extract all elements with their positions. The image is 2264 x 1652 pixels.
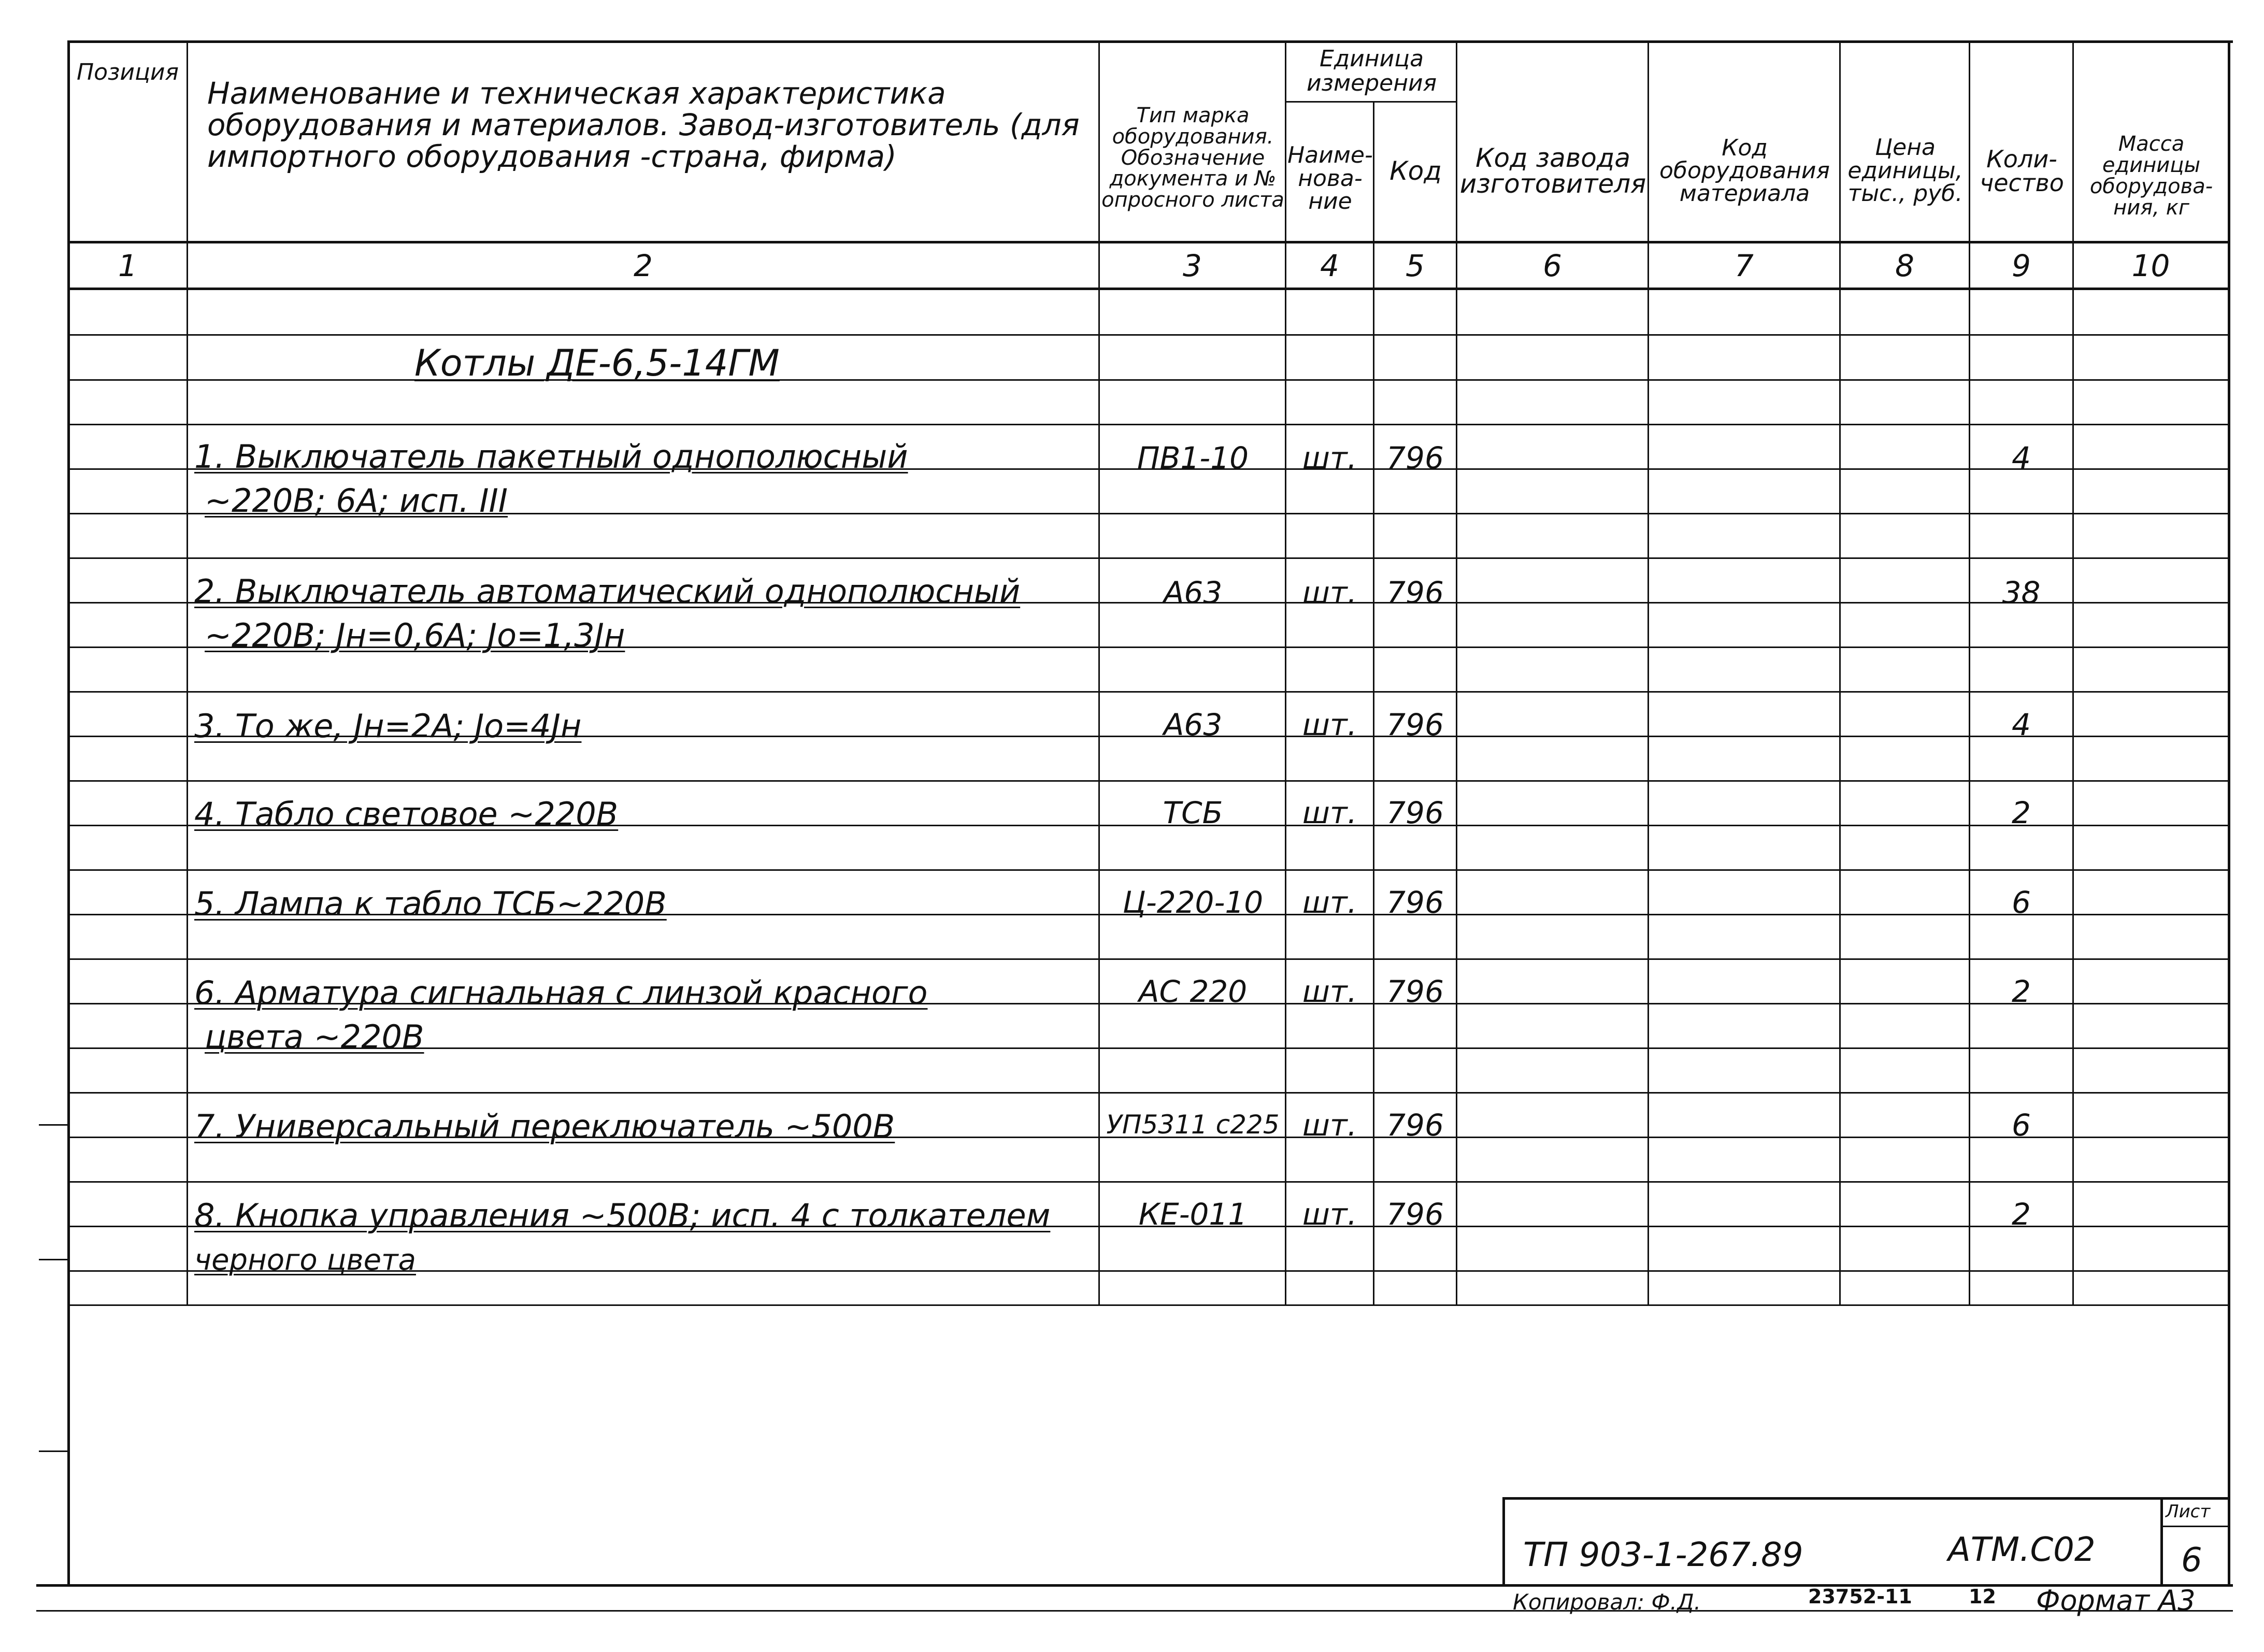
item-2-code: 796 xyxy=(1386,575,1444,610)
number-row-bottom xyxy=(67,288,2228,290)
col-sep-1 xyxy=(187,40,188,1304)
row-line xyxy=(67,869,2228,871)
stamp-sheet-number: 6 xyxy=(2181,1541,2202,1579)
stamp-sheet-label: Лист xyxy=(2166,1501,2211,1522)
col-number-4: 4 xyxy=(1320,248,1339,283)
item-2-name: 2. Выключатель автоматический однополюсный xyxy=(194,572,1021,610)
stamp-left xyxy=(1502,1497,1505,1585)
item-7-unit: шт. xyxy=(1302,1108,1357,1143)
row-line xyxy=(67,958,2228,960)
margin-tick xyxy=(39,1259,67,1260)
copied-by: Копировал: Ф.Д. xyxy=(1513,1589,1701,1615)
item-4-type: ТСБ xyxy=(1163,795,1223,830)
item-6-unit: шт. xyxy=(1302,974,1357,1009)
row-line xyxy=(67,780,2228,782)
item-7-name: 7. Универсальный переключатель ~500В xyxy=(194,1108,895,1145)
item-5-type: Ц-220-10 xyxy=(1122,885,1264,920)
row-line xyxy=(67,1092,2228,1094)
col-number-2: 2 xyxy=(634,248,653,283)
item-6-name-cont: цвета ~220В xyxy=(205,1018,424,1056)
margin-tick xyxy=(39,1450,67,1452)
row-line xyxy=(67,1181,2228,1183)
item-8-type: КЕ-011 xyxy=(1138,1197,1248,1232)
item-8-code: 796 xyxy=(1386,1197,1444,1232)
item-8-qty: 2 xyxy=(2012,1197,2031,1232)
frame-right xyxy=(2228,40,2230,1584)
row-line xyxy=(67,334,2228,336)
col-number-6: 6 xyxy=(1543,248,1562,283)
col-number-3: 3 xyxy=(1183,248,1202,283)
item-5-code: 796 xyxy=(1386,885,1444,920)
item-6-qty: 2 xyxy=(2012,974,2031,1009)
stamp-sheet-sep xyxy=(2160,1497,2163,1585)
col-sep-2 xyxy=(1098,40,1100,1304)
header-quantity: Коли-чество xyxy=(1980,145,2064,197)
item-3-unit: шт. xyxy=(1302,707,1357,742)
stamp-document-number: ТП 903-1-267.89 xyxy=(1523,1536,1803,1574)
format-label: Формат А3 xyxy=(2036,1584,2196,1617)
order-number: 23752-11 xyxy=(1808,1585,1912,1608)
stamp-top xyxy=(1502,1497,2228,1500)
item-3-code: 796 xyxy=(1386,707,1444,742)
item-1-type: ПВ1-10 xyxy=(1137,440,1249,476)
item-5-name: 5. Лампа к табло ТСБ~220В xyxy=(194,885,667,923)
copy-number: 12 xyxy=(1969,1585,1996,1608)
row-line xyxy=(67,1304,2228,1306)
item-1-unit: шт. xyxy=(1302,440,1357,476)
item-1-name: 1. Выключатель пакетный однополюсный xyxy=(194,438,908,476)
item-8-name-cont: черного цвета xyxy=(194,1243,416,1277)
frame-bottom-outer xyxy=(36,1610,2233,1612)
header-type: Тип марка оборудования. Обозначение документа и № опросного листа xyxy=(1101,104,1284,212)
header-price: Цена единицы, тыс., руб. xyxy=(1847,134,1963,207)
unit-group-line xyxy=(1285,101,1456,103)
item-8-unit: шт. xyxy=(1302,1197,1357,1232)
item-5-qty: 6 xyxy=(2012,885,2031,920)
item-3-type: А63 xyxy=(1163,707,1223,742)
item-6-name: 6. Арматура сигнальная с линзой красного xyxy=(194,974,928,1012)
item-6-type: АС 220 xyxy=(1138,974,1248,1009)
col-sep-5 xyxy=(1456,40,1457,1304)
stamp-sheet-label-line xyxy=(2160,1526,2228,1527)
col-number-1: 1 xyxy=(118,248,137,283)
stamp-document-code: АТМ.С02 xyxy=(1948,1531,2096,1569)
row-line xyxy=(67,557,2228,559)
col-number-8: 8 xyxy=(1895,248,1914,283)
section-title: Котлы ДЕ-6,5-14ГМ xyxy=(414,342,780,384)
col-sep-9 xyxy=(2072,40,2074,1304)
item-1-qty: 4 xyxy=(2012,440,2031,476)
item-7-qty: 6 xyxy=(2012,1108,2031,1143)
header-unit-name: Наиме-нова-ние xyxy=(1287,141,1373,215)
item-3-name: 3. То же, Jн=2А; Jо=4Jн xyxy=(194,707,582,745)
item-2-name-cont: ~220В; Jн=0,6А; Jо=1,3Jн xyxy=(205,616,625,654)
item-2-qty: 38 xyxy=(2002,575,2041,610)
item-7-code: 796 xyxy=(1386,1108,1444,1143)
item-2-type: А63 xyxy=(1163,575,1223,610)
item-2-unit: шт. xyxy=(1302,575,1357,610)
item-6-code: 796 xyxy=(1386,974,1444,1009)
header-mass: Масса единицы оборудова-ния, кг xyxy=(2089,132,2213,220)
item-1-code: 796 xyxy=(1386,440,1444,476)
item-7-type: УП5311 с225 xyxy=(1106,1110,1280,1140)
col-sep-6 xyxy=(1647,40,1649,1304)
header-equipment-code: Код оборудования материала xyxy=(1659,135,1830,207)
margin-tick xyxy=(39,1124,67,1126)
header-factory-code: Код завода изготовителя xyxy=(1459,143,1646,199)
col-sep-7 xyxy=(1839,40,1841,1304)
col-number-5: 5 xyxy=(1406,248,1425,283)
col-number-9: 9 xyxy=(2012,248,2031,283)
item-5-unit: шт. xyxy=(1302,885,1357,920)
header-position: Позиция xyxy=(76,59,179,85)
frame-top xyxy=(67,40,2233,43)
item-8-name: 8. Кнопка управления ~500В; исп. 4 с толкателем xyxy=(194,1197,1051,1234)
item-4-code: 796 xyxy=(1386,795,1444,830)
item-1-name-cont: ~220В; 6А; исп. III xyxy=(205,482,508,520)
header-unit-code: Код xyxy=(1389,156,1442,186)
item-4-unit: шт. xyxy=(1302,795,1357,830)
row-line xyxy=(67,379,2228,381)
item-4-qty: 2 xyxy=(2012,795,2031,830)
col-number-10: 10 xyxy=(2131,248,2170,283)
row-line xyxy=(67,691,2228,693)
item-3-qty: 4 xyxy=(2012,707,2031,742)
header-unit-group: Единица измерения xyxy=(1306,46,1437,96)
item-4-name: 4. Табло световое ~220В xyxy=(194,795,619,833)
col-number-7: 7 xyxy=(1735,248,1754,283)
row-line xyxy=(67,424,2228,425)
header-name: Наименование и техническая характеристика оборудования и материалов. Завод-изготовитель (для импортного оборудования -страна, фирма) xyxy=(207,78,1080,174)
